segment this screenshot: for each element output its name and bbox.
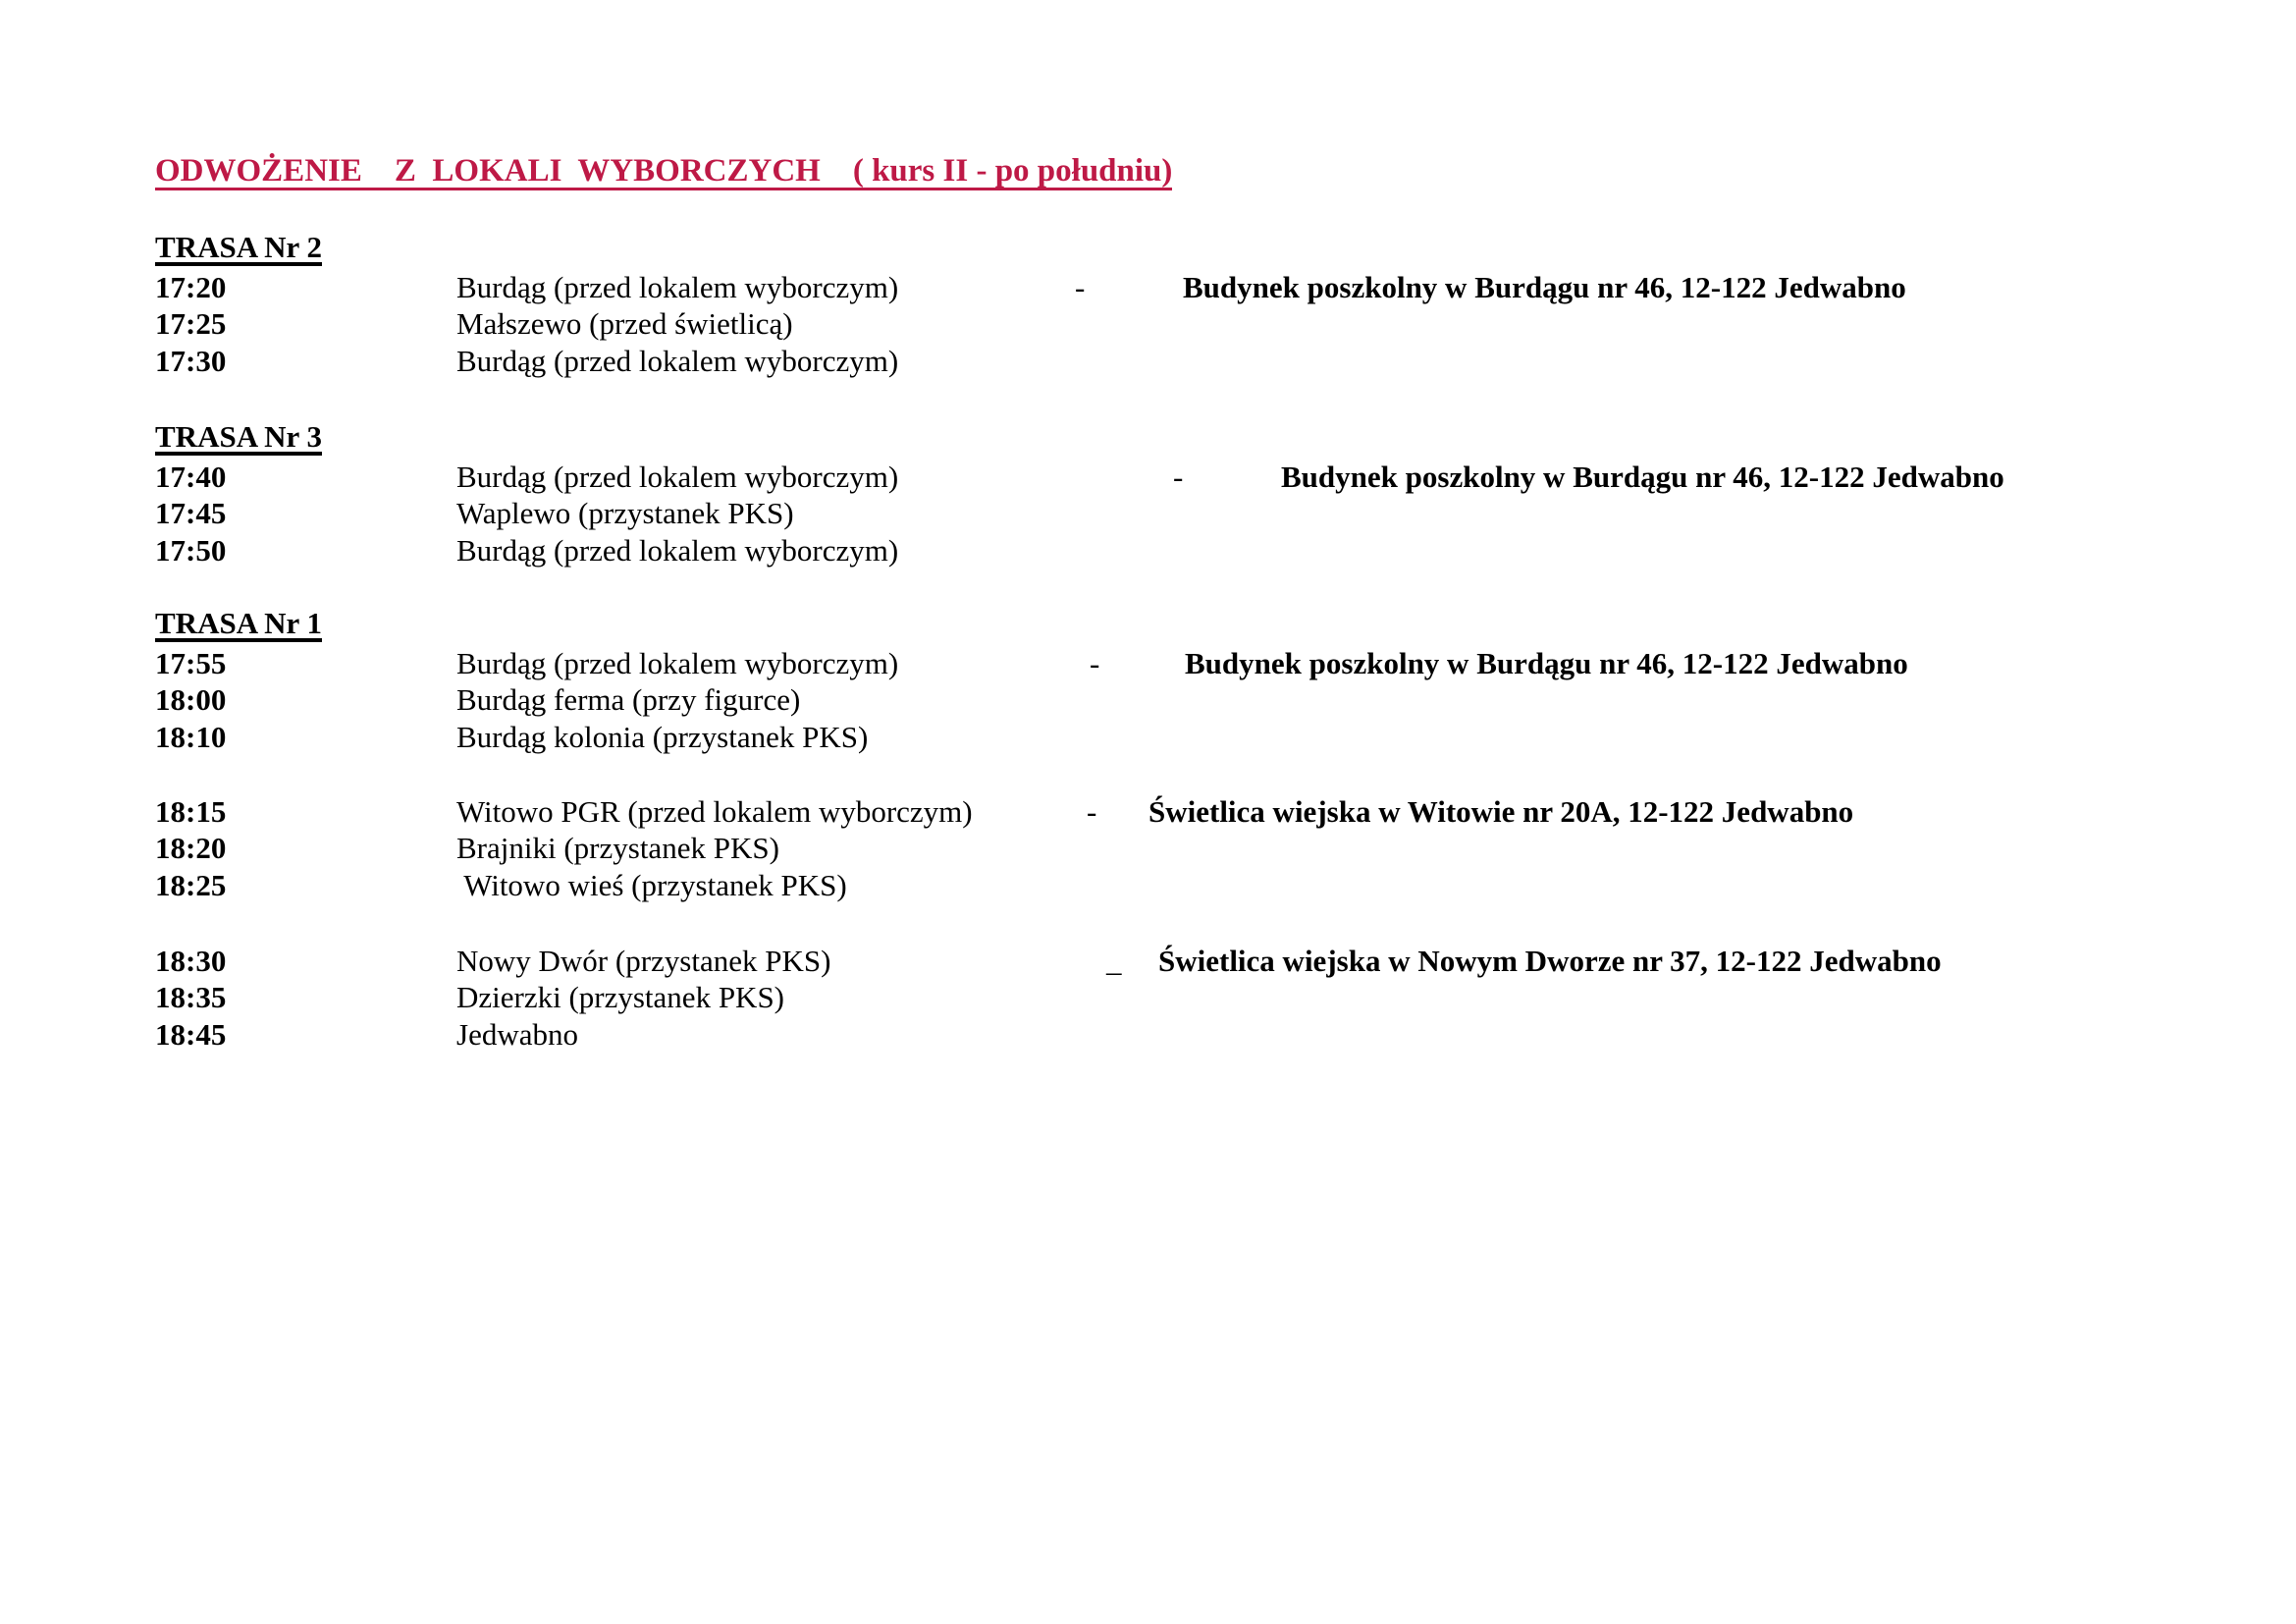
schedule-row (155, 1016, 2296, 1053)
separator-dash: - (1075, 270, 1086, 304)
schedule-row (155, 305, 2296, 342)
schedule-row (155, 830, 2296, 866)
stop-name: Burdąg kolonia (przystanek PKS) (456, 719, 869, 754)
departure-time: 17:50 (155, 532, 227, 568)
departure-time: 17:45 (155, 496, 227, 531)
stop-name: Burdąg (przed lokalem wyborczym) (456, 460, 899, 494)
stop-name: Burdąg (przed lokalem wyborczym) (456, 343, 899, 378)
stop-name: Jedwabno (456, 1016, 578, 1052)
departure-time: 18:10 (155, 719, 227, 754)
route-section (155, 421, 2296, 568)
departure-time: 17:30 (155, 343, 227, 378)
route-heading: TRASA Nr 1 (155, 606, 322, 640)
stop-name: Burdąg (przed lokalem wyborczym) (456, 646, 899, 680)
schedule-row (155, 793, 2296, 830)
schedule-row (155, 532, 2296, 568)
stop-name: Burdąg (przed lokalem wyborczym) (456, 532, 899, 568)
departure-time: 17:40 (155, 460, 227, 494)
route-section (155, 943, 2296, 1053)
stop-name: Brajniki (przystanek PKS) (456, 831, 779, 866)
schedule-row (155, 495, 2296, 531)
stop-name: Witowo PGR (przed lokalem wyborczym) (456, 794, 973, 829)
departure-time: 17:55 (155, 646, 227, 680)
schedule-row (155, 459, 2296, 495)
route-section (155, 608, 2296, 755)
route-heading-line (155, 232, 2296, 269)
route-heading-line (155, 608, 2296, 645)
route-section (155, 793, 2296, 903)
destination: Świetlica wiejska w Witowie nr 20A, 12-122 Jedwabno (1148, 794, 1854, 829)
separator-dash: - (1090, 646, 1100, 680)
schedule-row (155, 979, 2296, 1015)
route-section (155, 232, 2296, 379)
destination: Budynek poszkolny w Burdągu nr 46, 12-122 Jedwabno (1183, 270, 1906, 304)
stop-name: Waplewo (przystanek PKS) (456, 496, 794, 531)
route-heading-line (155, 421, 2296, 459)
schedule-row (155, 943, 2296, 979)
document-title: ODWOŻENIE Z LOKALI WYBORCZYCH ( kurs II - po południu) (155, 153, 1173, 189)
destination: Budynek poszkolny w Burdągu nr 46, 12-122 Jedwabno (1281, 460, 2004, 494)
departure-time: 18:45 (155, 1016, 227, 1052)
stop-name: Nowy Dwór (przystanek PKS) (456, 944, 831, 978)
departure-time: 18:30 (155, 944, 227, 978)
schedule-row (155, 719, 2296, 755)
departure-time: 18:35 (155, 980, 227, 1015)
departure-time: 18:20 (155, 831, 227, 866)
stop-name: Burdąg ferma (przy figurce) (456, 682, 801, 718)
stop-name: Małszewo (przed świetlicą) (456, 306, 793, 342)
destination: Budynek poszkolny w Burdągu nr 46, 12-122 Jedwabno (1185, 646, 1908, 680)
route-heading: TRASA Nr 2 (155, 230, 322, 264)
departure-time: 18:15 (155, 794, 227, 829)
schedule-row (155, 645, 2296, 681)
departure-time: 18:25 (155, 867, 227, 902)
schedule-row (155, 343, 2296, 379)
schedule-row (155, 269, 2296, 305)
destination: Świetlica wiejska w Nowym Dworze nr 37, 12-122 Jedwabno (1158, 944, 1942, 978)
stop-name: Burdąg (przed lokalem wyborczym) (456, 270, 899, 304)
stop-name: Dzierzki (przystanek PKS) (456, 980, 785, 1015)
departure-time: 17:25 (155, 306, 227, 342)
separator-dash: _ (1106, 944, 1122, 978)
schedule-row (155, 681, 2296, 718)
departure-time: 17:20 (155, 270, 227, 304)
separator-dash: - (1173, 460, 1184, 494)
stop-name: Witowo wieś (przystanek PKS) (456, 867, 847, 902)
departure-time: 18:00 (155, 682, 227, 718)
separator-dash: - (1087, 794, 1097, 829)
route-heading: TRASA Nr 3 (155, 419, 322, 454)
schedule-row (155, 867, 2296, 903)
